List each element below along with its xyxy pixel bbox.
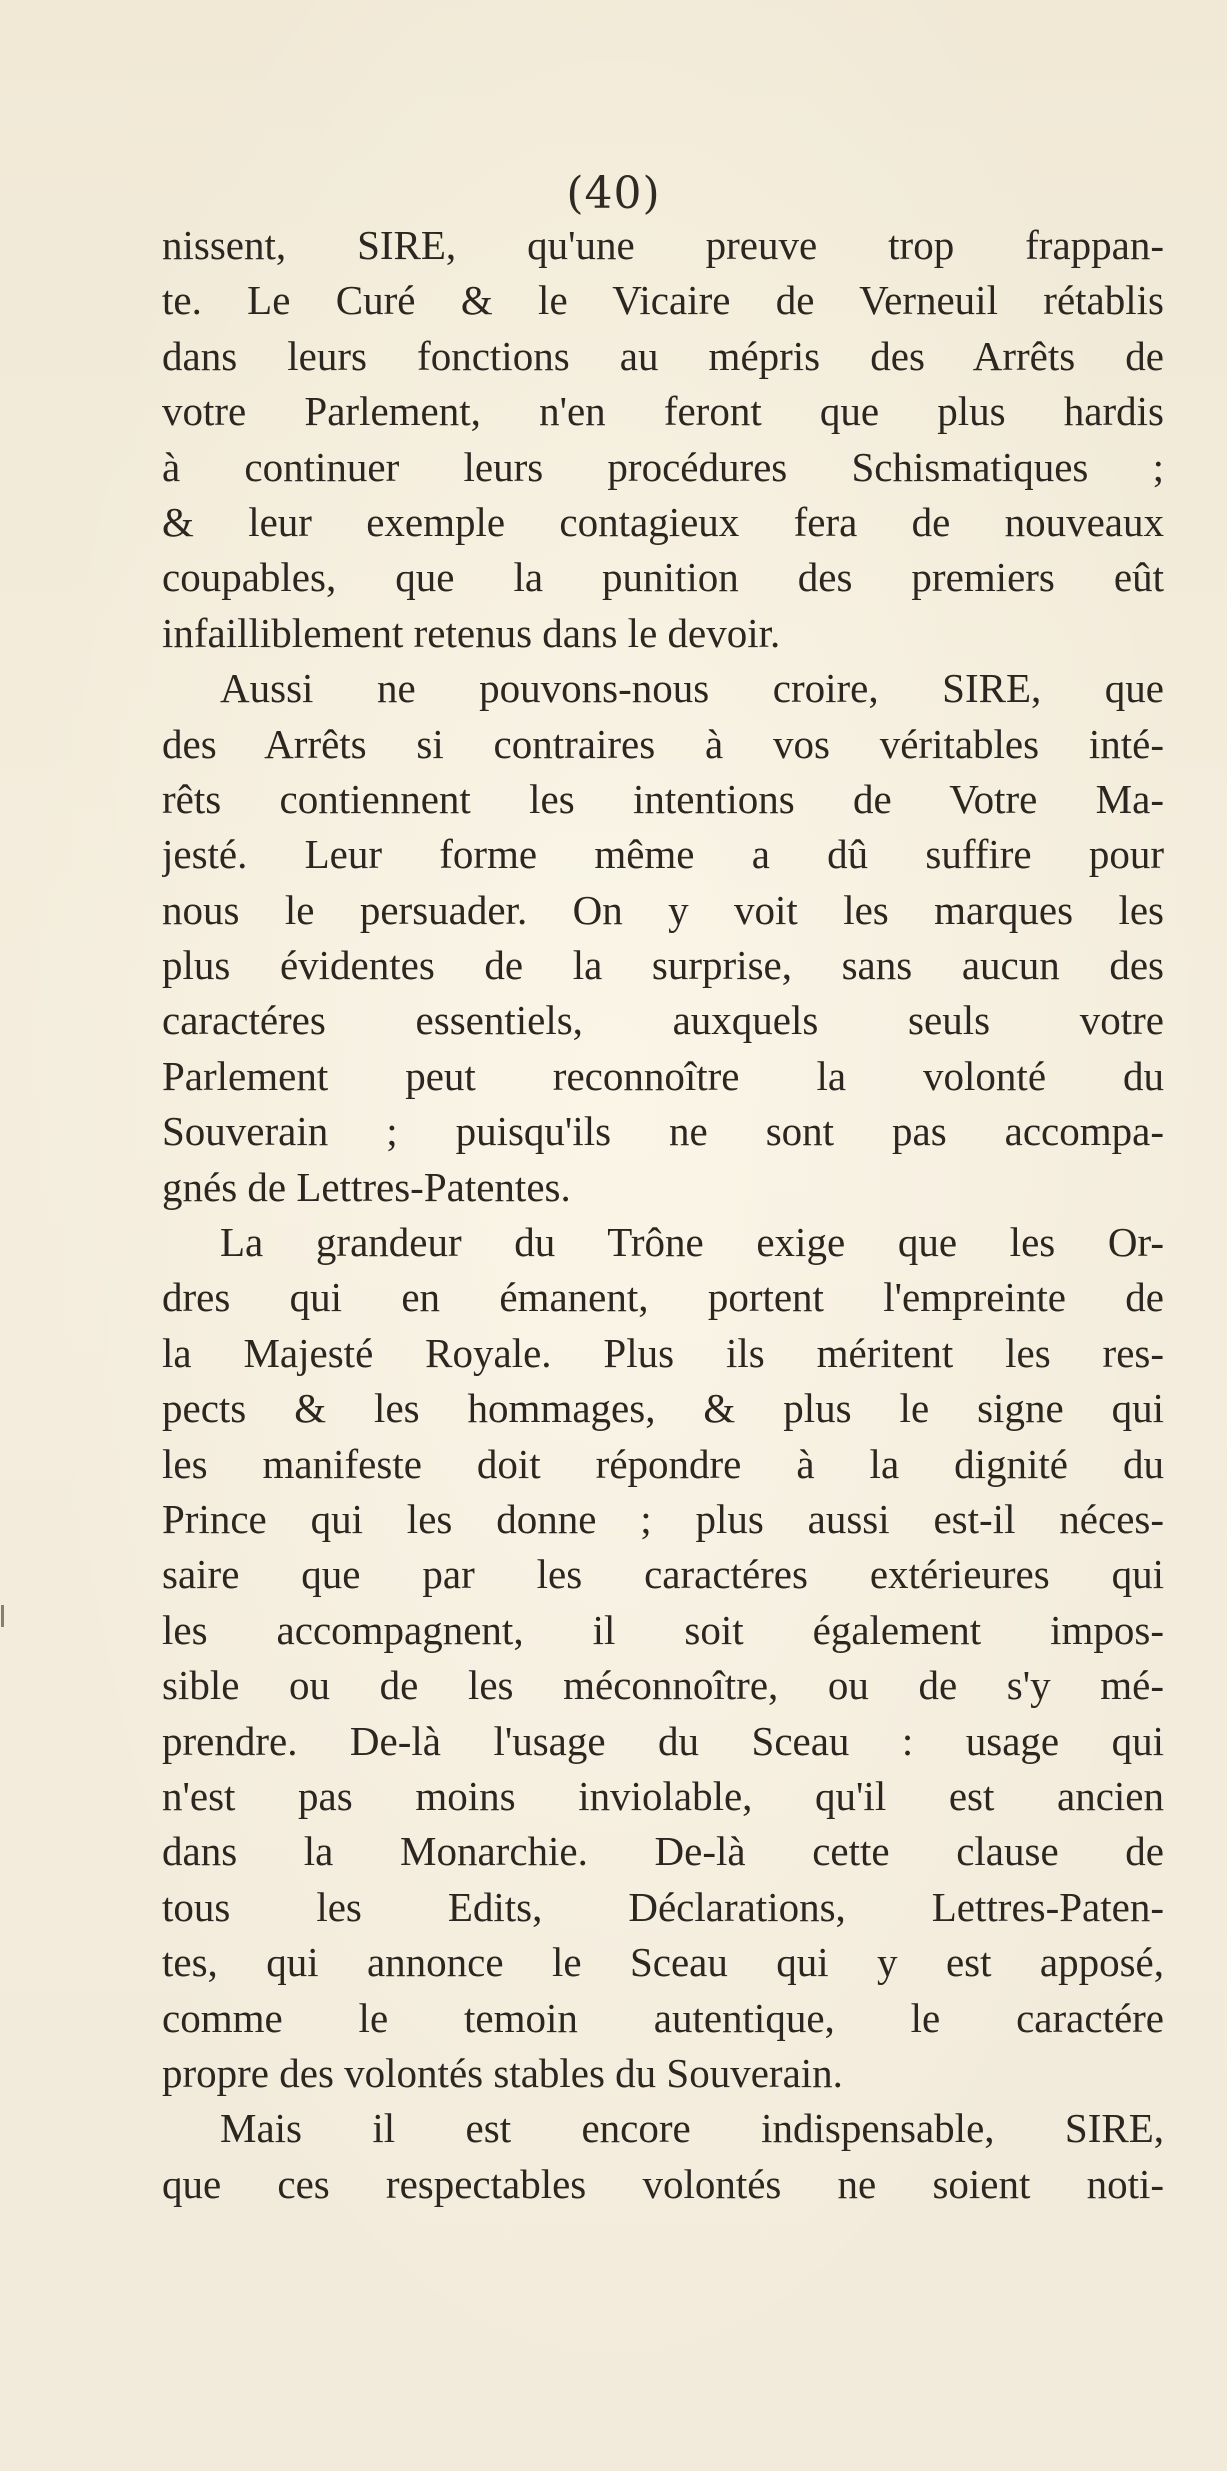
- text-line: tous les Edits, Déclarations, Lettres-Paten-: [162, 1883, 1164, 1930]
- body-text: [162, 218, 1164, 2212]
- text-line: Prince qui les donne ; plus aussi est-il néces-: [162, 1495, 1164, 1542]
- text-line: tes, qui annonce le Sceau qui y est apposé,: [162, 1939, 1164, 1986]
- text-line: dans leurs fonctions au mépris des Arrêts de: [162, 332, 1164, 379]
- text-line: gnés de Lettres-Patentes.: [162, 1163, 571, 1210]
- page-number: (40): [566, 168, 661, 219]
- text-line: les accompagnent, il soit également impos-: [162, 1606, 1164, 1653]
- text-line: les manifeste doit répondre à la dignité du: [162, 1440, 1164, 1487]
- text-line: la Majesté Royale. Plus ils méritent les res-: [162, 1329, 1164, 1376]
- text-line: nous le persuader. On y voit les marques les: [162, 886, 1164, 933]
- text-line: La grandeur du Trône exige que les Or-: [220, 1219, 1164, 1266]
- text-line: saire que par les caractéres extérieures qui: [162, 1551, 1164, 1598]
- text-line: & leur exemple contagieux fera de nouveaux: [162, 498, 1164, 545]
- text-line: rêts contiennent les intentions de Votre Ma-: [162, 775, 1164, 822]
- text-line: Parlement peut reconnoître la volonté du: [162, 1052, 1164, 1099]
- text-line: des Arrêts si contraires à vos véritables inté-: [162, 720, 1164, 767]
- text-line: pects & les hommages, & plus le signe qui: [162, 1385, 1164, 1432]
- text-line: infailliblement retenus dans le devoir.: [162, 609, 781, 656]
- text-line: prendre. De-là l'usage du Sceau : usage qui: [162, 1717, 1164, 1764]
- text-line: comme le temoin autentique, le caractére: [162, 1994, 1164, 2041]
- text-line: caractéres essentiels, auxquels seuls votre: [162, 997, 1164, 1044]
- text-line: coupables, que la punition des premiers eût: [162, 554, 1164, 601]
- margin-mark: [1, 1605, 4, 1627]
- text-line: votre Parlement, n'en feront que plus hardis: [162, 388, 1164, 435]
- text-line: te. Le Curé & le Vicaire de Verneuil rétablis: [162, 277, 1164, 324]
- text-line: à continuer leurs procédures Schismatiques ;: [162, 443, 1164, 490]
- text-line: Aussi ne pouvons-nous croire, SIRE, que: [220, 665, 1164, 712]
- text-line: sible ou de les méconnoître, ou de s'y mé-: [162, 1662, 1164, 1709]
- text-line: dres qui en émanent, portent l'empreinte de: [162, 1274, 1164, 1321]
- text-line: Souverain ; puisqu'ils ne sont pas accompa-: [162, 1108, 1164, 1155]
- text-line: que ces respectables volontés ne soient noti-: [162, 2160, 1164, 2207]
- text-line: propre des volontés stables du Souverain.: [162, 2049, 843, 2096]
- text-line: n'est pas moins inviolable, qu'il est ancien: [162, 1772, 1164, 1819]
- text-line: nissent, SIRE, qu'une preuve trop frappan-: [162, 222, 1164, 268]
- text-line: jesté. Leur forme même a dû suffire pour: [162, 831, 1164, 878]
- text-line: plus évidentes de la surprise, sans aucun des: [162, 942, 1164, 989]
- text-line: dans la Monarchie. De-là cette clause de: [162, 1828, 1164, 1875]
- text-line: Mais il est encore indispensable, SIRE,: [220, 2105, 1164, 2152]
